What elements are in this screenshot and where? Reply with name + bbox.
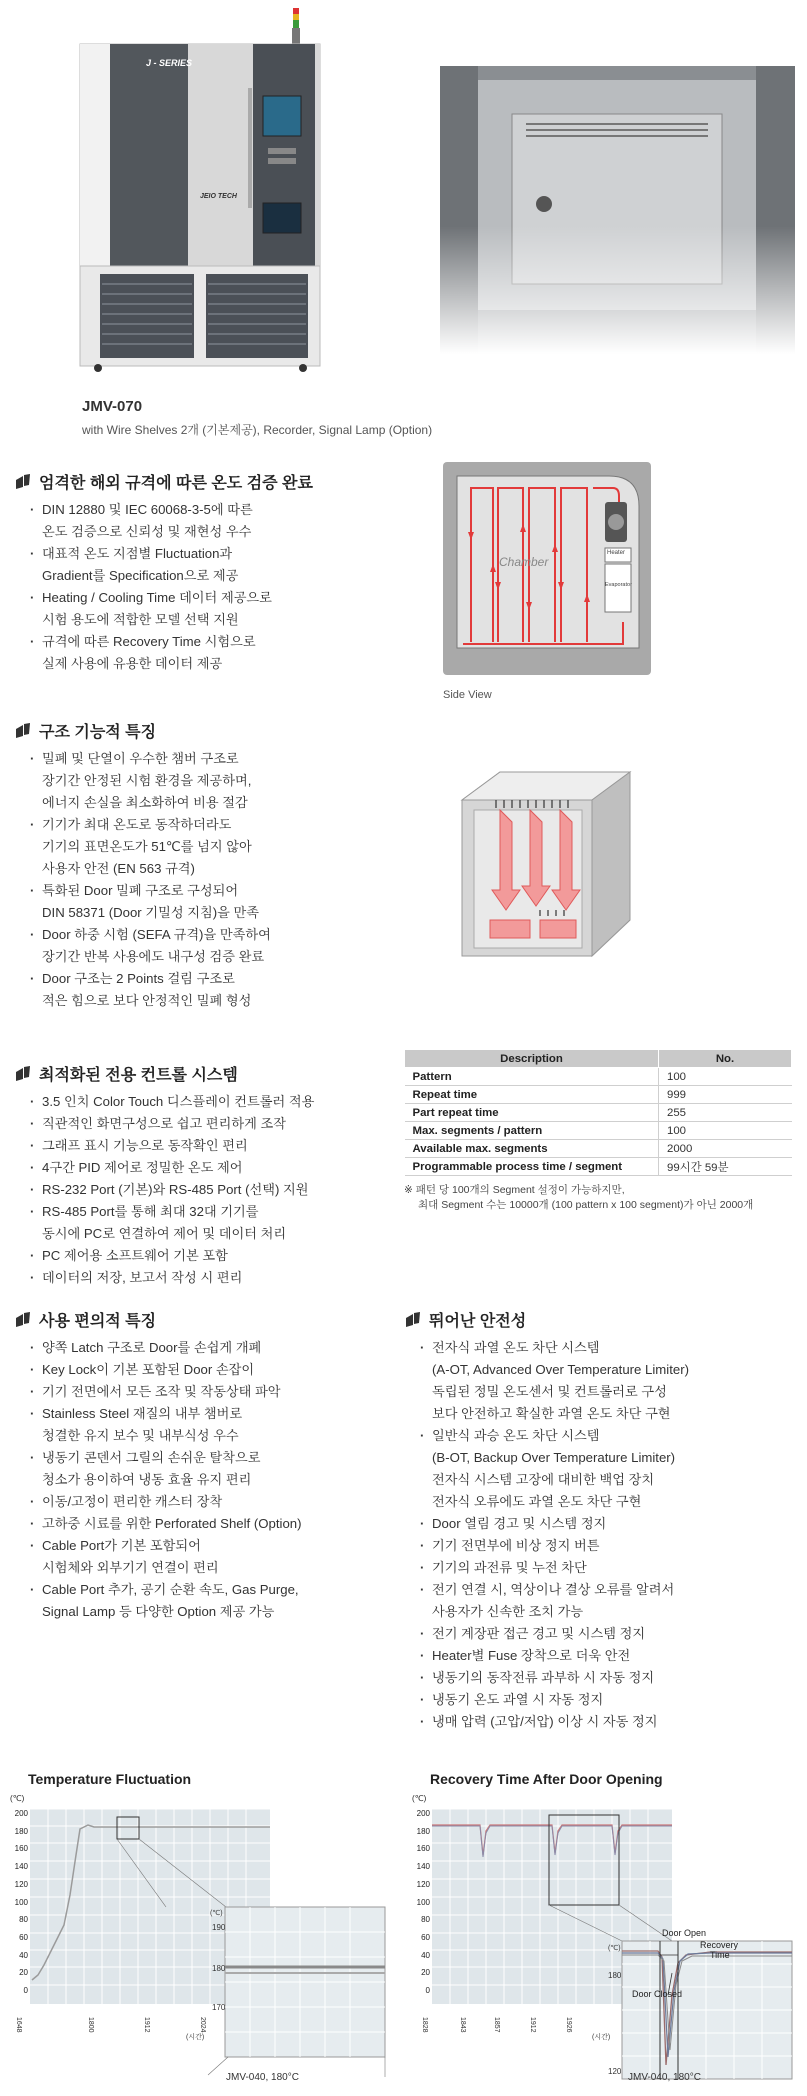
section-title: 엄격한 해외 규격에 따른 온도 검증 완료 bbox=[39, 475, 313, 492]
table-row bbox=[405, 1104, 792, 1122]
list-item: · 기기 전면에서 모든 조작 및 작동상태 파악 bbox=[28, 1381, 408, 1403]
list-item-cont: 시험 용도에 적합한 모델 선택 지원 bbox=[42, 612, 239, 627]
list-item-cont: 에너지 손실을 최소화하여 비용 절감 bbox=[42, 795, 248, 810]
list-item: · 이동/고정이 편리한 캐스터 장착 bbox=[28, 1491, 408, 1513]
logo-text: JEIO TECH bbox=[200, 193, 237, 200]
graph-title: Recovery Time After Door Opening bbox=[430, 1771, 663, 1787]
y-tick: 80 bbox=[19, 1915, 28, 1925]
list-item-cont: Gradient를 Specification으로 제공 bbox=[42, 568, 239, 583]
list-item: · Door 열림 경고 및 시스템 정지 bbox=[418, 1513, 803, 1535]
list-item-cont: (A-OT, Advanced Over Temperature Limiter) bbox=[432, 1362, 690, 1377]
list-item: · Door 구조는 2 Points 걸림 구조로 bbox=[28, 968, 428, 990]
list-item: · Cable Port 추가, 공기 순환 속도, Gas Purge, bbox=[28, 1579, 408, 1601]
section-title: 사용 편의적 특징 bbox=[39, 1313, 157, 1330]
list-item: · 냉매 압력 (고압/저압) 이상 시 자동 정지 bbox=[418, 1711, 803, 1733]
list-item: · 데이터의 저장, 보고서 작성 시 편리 bbox=[28, 1267, 408, 1289]
table-cell: Repeat time bbox=[405, 1086, 659, 1104]
y-tick: 60 bbox=[421, 1932, 430, 1942]
y-axis-unit: (℃) bbox=[10, 1794, 25, 1803]
section-marker-icon bbox=[14, 474, 31, 490]
table-cell: Programmable process time / segment bbox=[405, 1158, 659, 1176]
section-heading bbox=[14, 719, 156, 742]
x-tick: 1926 bbox=[565, 2017, 572, 2033]
y-tick: 40 bbox=[19, 1950, 28, 1960]
x-tick: 1857 bbox=[493, 2017, 500, 2033]
list-item: · 3.5 인치 Color Touch 디스플레이 컨트롤러 적용 bbox=[28, 1091, 408, 1113]
table-note: ※ 패턴 당 100개의 Segment 설정이 가능하지만, bbox=[404, 1184, 625, 1196]
inset-y-tick: 170 bbox=[212, 2003, 226, 2012]
bullet-list bbox=[28, 499, 428, 675]
section-marker-icon bbox=[14, 1066, 31, 1082]
section-title: 최적화된 전용 컨트롤 시스템 bbox=[39, 1067, 238, 1084]
inset-y-tick: 180 bbox=[212, 1964, 226, 1973]
list-item: · 양쪽 Latch 구조로 Door를 손쉽게 개폐 bbox=[28, 1337, 408, 1359]
door-open-label: Door Open bbox=[662, 1928, 707, 1938]
table-cell: 2000 bbox=[659, 1140, 792, 1158]
list-item: · RS-232 Port (기본)와 RS-485 Port (선택) 지원 bbox=[28, 1179, 408, 1201]
list-item-cont: 사용자 안전 (EN 563 규격) bbox=[42, 861, 195, 876]
list-item: · RS-485 Port를 통해 최대 32대 기기를 bbox=[28, 1201, 408, 1223]
table-cell: Pattern bbox=[405, 1068, 659, 1086]
table-cell: 100 bbox=[659, 1122, 792, 1140]
chamber-label: Chamber bbox=[499, 555, 549, 569]
y-tick: 160 bbox=[416, 1844, 430, 1854]
list-item: · 기기의 과전류 및 누전 차단 bbox=[418, 1557, 803, 1579]
list-item: · Stainless Steel 재질의 내부 챔버로 bbox=[28, 1403, 408, 1425]
y-tick: 0 bbox=[23, 1986, 28, 1996]
table-row bbox=[405, 1140, 792, 1158]
list-item-cont: 기기의 표면온도가 51℃를 넘지 않아 bbox=[42, 839, 252, 854]
list-item-cont: 청결한 유지 보수 및 내부식성 우수 bbox=[42, 1428, 239, 1443]
table-cell: Max. segments / pattern bbox=[405, 1122, 659, 1140]
list-item: · Door 하중 시험 (SEFA 규격)을 만족하여 bbox=[28, 924, 428, 946]
list-item-cont: 시험체와 외부기기 연결이 편리 bbox=[42, 1560, 219, 1575]
table-cell: 255 bbox=[659, 1104, 792, 1122]
y-tick: 180 bbox=[416, 1826, 430, 1836]
list-item: · 기기 전면부에 비상 정지 버튼 bbox=[418, 1535, 803, 1557]
recovery-time-label: Time bbox=[710, 1950, 730, 1960]
list-item-cont: Signal Lamp 등 다양한 Option 제공 가능 bbox=[42, 1604, 275, 1619]
list-item-cont: 전자식 오류에도 과열 온도 차단 구현 bbox=[432, 1494, 642, 1509]
list-item: · Heater별 Fuse 장착으로 더욱 안전 bbox=[418, 1645, 803, 1667]
y-tick: 120 bbox=[416, 1879, 430, 1889]
graph-caption: JMV-040, 180°C bbox=[628, 2072, 701, 2083]
y-axis-unit: (℃) bbox=[412, 1794, 427, 1803]
bullet-list bbox=[28, 1091, 408, 1289]
list-item-cont: 독립된 정밀 온도센서 및 컨트롤러로 구성 bbox=[432, 1384, 667, 1399]
chamber-interior-photo bbox=[440, 66, 795, 354]
section-heading bbox=[14, 1308, 156, 1331]
airflow-3d-diagram bbox=[460, 770, 632, 958]
list-item: · 밀폐 및 단열이 우수한 챔버 구조로 bbox=[28, 748, 428, 770]
side-view-caption: Side View bbox=[443, 689, 492, 701]
list-item: · 4구간 PID 제어로 정밀한 온도 제어 bbox=[28, 1157, 408, 1179]
time-unit: (시간) bbox=[592, 2034, 611, 2041]
list-item-cont: DIN 58371 (Door 기밀성 지침)을 만족 bbox=[42, 905, 259, 920]
section-marker-icon bbox=[14, 723, 31, 739]
table-row bbox=[405, 1122, 792, 1140]
list-item-cont: 보다 안전하고 확실한 과열 온도 차단 구현 bbox=[432, 1406, 671, 1421]
table-note: 최대 Segment 수는 10000개 (100 pattern x 100 segment)가 아닌 2000개 bbox=[418, 1199, 754, 1211]
list-item: · 대표적 온도 지점별 Fluctuation과 bbox=[28, 543, 428, 565]
y-tick: 180 bbox=[14, 1826, 28, 1836]
section-heading bbox=[404, 1308, 526, 1331]
x-tick: 1912 bbox=[529, 2017, 536, 2033]
product-model: JMV-070 bbox=[82, 398, 143, 415]
inset-y-tick: 190 bbox=[212, 1923, 226, 1932]
graph-caption: JMV-040, 180°C bbox=[226, 2072, 299, 2083]
x-tick: 2024 bbox=[199, 2017, 206, 2033]
table-row bbox=[405, 1086, 792, 1104]
brand-text: J - SERIES bbox=[146, 58, 193, 68]
x-tick: 1800 bbox=[87, 2017, 94, 2033]
list-item: · 고하중 시료를 위한 Perforated Shelf (Option) bbox=[28, 1513, 408, 1535]
evaporator-label: Evaporator bbox=[605, 582, 632, 588]
list-item: · 그래프 표시 기능으로 동작확인 편리 bbox=[28, 1135, 408, 1157]
list-item: · 전기 계장판 접근 경고 및 시스템 정지 bbox=[418, 1623, 803, 1645]
section-title: 구조 기능적 특징 bbox=[39, 724, 157, 741]
list-item: · 직관적인 화면구성으로 쉽고 편리하게 조작 bbox=[28, 1113, 408, 1135]
spec-table bbox=[404, 1049, 792, 1212]
table-cell: 999 bbox=[659, 1086, 792, 1104]
y-tick: 200 bbox=[416, 1809, 430, 1818]
list-item-cont: 동시에 PC로 연결하여 제어 및 데이터 처리 bbox=[42, 1226, 287, 1241]
heater-label: Heater bbox=[607, 550, 626, 556]
list-item: · DIN 12880 및 IEC 60068-3-5에 따른 bbox=[28, 499, 428, 521]
table-header-no: No. bbox=[659, 1050, 792, 1068]
inset-y-tick: 180 bbox=[608, 1971, 622, 1980]
list-item: · Cable Port가 기본 포함되어 bbox=[28, 1535, 408, 1557]
list-item: · 기기가 최대 온도로 동작하더라도 bbox=[28, 814, 428, 836]
y-tick: 60 bbox=[19, 1932, 28, 1942]
x-tick: 1912 bbox=[143, 2017, 150, 2033]
y-tick: 100 bbox=[416, 1897, 430, 1907]
list-item: · 특화된 Door 밀폐 구조로 구성되어 bbox=[28, 880, 428, 902]
x-tick: 1843 bbox=[459, 2017, 466, 2033]
list-item-cont: 장기간 반복 사용에도 내구성 검증 완료 bbox=[42, 949, 265, 964]
list-item-cont: 장기간 안정된 시험 환경을 제공하며, bbox=[42, 773, 252, 788]
section-heading bbox=[14, 1062, 238, 1085]
table-cell: Available max. segments bbox=[405, 1140, 659, 1158]
list-item: · Key Lock이 기본 포함된 Door 손잡이 bbox=[28, 1359, 408, 1381]
list-item-cont: 사용자가 신속한 조치 가능 bbox=[432, 1604, 584, 1619]
y-tick-labels bbox=[8, 1805, 28, 2000]
list-item-cont: 실제 사용에 유용한 데이터 제공 bbox=[42, 656, 223, 671]
product-caption: with Wire Shelves 2개 (기본제공), Recorder, Signal Lamp (Option) bbox=[82, 423, 433, 437]
bullet-list bbox=[28, 748, 428, 1012]
x-tick: 1648 bbox=[15, 2017, 22, 2033]
table-cell: 100 bbox=[659, 1068, 792, 1086]
inset-y-tick: 120 bbox=[608, 2067, 622, 2076]
list-item-cont: 적은 힘으로 보다 안정적인 밀폐 형성 bbox=[42, 993, 252, 1008]
list-item: · 전자식 과열 온도 차단 시스템 bbox=[418, 1337, 803, 1359]
side-view-diagram bbox=[443, 462, 653, 677]
time-unit: (시간) bbox=[186, 2034, 205, 2041]
graph-title: Temperature Fluctuation bbox=[28, 1771, 192, 1787]
list-item-cont: 청소가 용이하여 냉동 효율 유지 편리 bbox=[42, 1472, 252, 1487]
section-marker-icon bbox=[14, 1312, 31, 1328]
y-tick: 0 bbox=[425, 1986, 430, 1996]
list-item-cont: (B-OT, Backup Over Temperature Limiter) bbox=[432, 1450, 676, 1465]
list-item: · 냉동기의 동작전류 과부하 시 자동 정지 bbox=[418, 1667, 803, 1689]
list-item: · 일반식 과승 온도 차단 시스템 bbox=[418, 1425, 803, 1447]
y-tick: 20 bbox=[421, 1968, 430, 1978]
list-item: · 냉동기 온도 과열 시 자동 정지 bbox=[418, 1689, 803, 1711]
recovery-time-graph bbox=[410, 1795, 795, 2085]
door-closed-label: Door Closed bbox=[632, 1989, 683, 1999]
y-tick: 140 bbox=[14, 1862, 28, 1872]
list-item-cont: 온도 검증으로 신뢰성 및 재현성 우수 bbox=[42, 524, 252, 539]
list-item: · PC 제어용 소프트웨어 기본 포함 bbox=[28, 1245, 408, 1267]
list-item-cont: 전자식 시스템 고장에 대비한 백업 장치 bbox=[432, 1472, 655, 1487]
y-tick: 140 bbox=[416, 1862, 430, 1872]
y-tick: 20 bbox=[19, 1968, 28, 1978]
table-cell: 99시간 59분 bbox=[659, 1158, 792, 1176]
y-tick-labels bbox=[410, 1805, 430, 2000]
table-row bbox=[405, 1158, 792, 1176]
y-tick: 160 bbox=[14, 1844, 28, 1854]
bullet-list bbox=[418, 1337, 803, 1733]
bullet-list bbox=[28, 1337, 408, 1623]
inset-unit: (℃) bbox=[210, 1910, 223, 1917]
section-heading bbox=[14, 470, 313, 493]
table-row bbox=[405, 1068, 792, 1086]
y-tick: 200 bbox=[14, 1809, 28, 1818]
product-photo bbox=[78, 8, 323, 373]
x-tick: 1828 bbox=[421, 2017, 428, 2033]
y-tick: 80 bbox=[421, 1915, 430, 1925]
y-tick: 120 bbox=[14, 1879, 28, 1889]
section-marker-icon bbox=[404, 1312, 421, 1328]
inset-unit: (℃) bbox=[608, 1945, 621, 1952]
table-cell: Part repeat time bbox=[405, 1104, 659, 1122]
y-tick: 40 bbox=[421, 1950, 430, 1960]
list-item: · 규격에 따른 Recovery Time 시험으로 bbox=[28, 631, 428, 653]
list-item: · Heating / Cooling Time 데이터 제공으로 bbox=[28, 587, 428, 609]
recovery-label: Recovery bbox=[700, 1940, 739, 1950]
table-header-description: Description bbox=[405, 1050, 659, 1068]
y-tick: 100 bbox=[14, 1897, 28, 1907]
list-item: · 냉동기 콘덴서 그릴의 손쉬운 탈착으로 bbox=[28, 1447, 408, 1469]
section-title: 뛰어난 안전성 bbox=[429, 1313, 527, 1330]
list-item: · 전기 연결 시, 역상이나 결상 오류를 알려서 bbox=[418, 1579, 803, 1601]
